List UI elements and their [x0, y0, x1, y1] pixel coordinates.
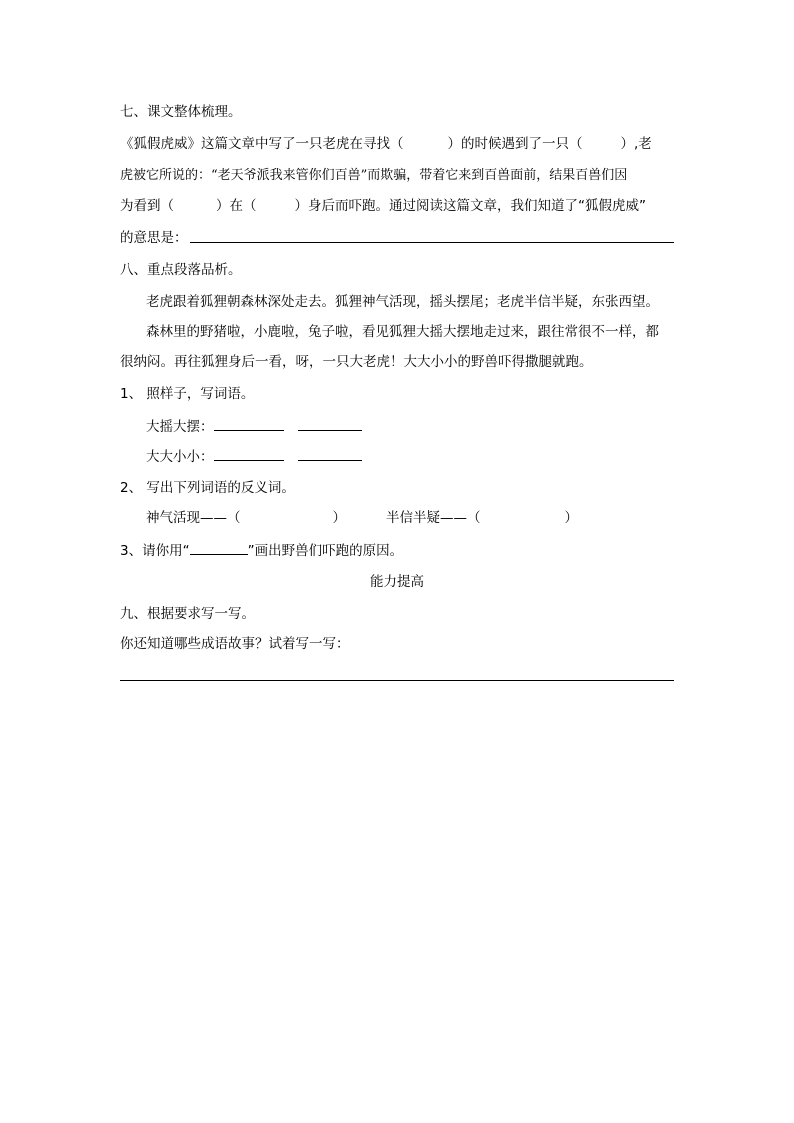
section8-para1: [146, 292, 659, 312]
section7-line4-text: 的意思是：: [120, 230, 188, 246]
question1-row2: [146, 446, 362, 466]
question2-item2-close: ）: [564, 510, 578, 526]
answer-line[interactable]: [190, 242, 674, 243]
section7-line3-text-c: ）身后而吓跑。通过阅读这篇文章，我们知道了“狐假虎威”: [294, 198, 646, 214]
question2: [120, 478, 295, 498]
section7-line3: [120, 196, 646, 216]
question1-row2-label: 大大小小：: [146, 449, 214, 465]
section7-line2-text: 虎被它所说的：“老天爷派我来管你们百兽”而欺骗，带着它来到百兽面前，结果百兽们因: [120, 168, 628, 183]
section7-line1-text-b: ）的时候遇到了一只（: [447, 136, 583, 152]
question1-text: 1、 照样子，写词语。: [120, 386, 255, 402]
section8-para2-text-b: 很纳闷。再往狐狸身后一看，呀，一只大老虎！大大小小的野兽吓得撒腿就跑。: [120, 354, 593, 370]
question1: [120, 384, 254, 404]
answer-line[interactable]: [298, 446, 362, 461]
section9-prompt: [120, 634, 350, 654]
section7-line1-text-a: 《狐假虎威》这篇文章中写了一只老虎在寻找（: [120, 136, 404, 152]
section9-heading: [120, 604, 255, 624]
section7-line1: [120, 134, 652, 154]
section7-heading: [120, 102, 242, 122]
question1-row1-label: 大摇大摆：: [146, 419, 214, 435]
section8-para1-text: 老虎跟着狐狸朝森林深处走去。狐狸神气活现，摇头摆尾；老虎半信半疑，东张西望。: [146, 294, 659, 310]
question2-items: [146, 508, 578, 528]
section9-prompt-text: 你还知道哪些成语故事？试着写一写：: [120, 636, 350, 652]
section7-line2: [120, 166, 627, 186]
section8-heading: [120, 260, 242, 280]
question1-row1: [146, 416, 362, 436]
section7-line3-text-a: 为看到（: [120, 198, 174, 214]
question2-text: 2、 写出下列词语的反义词。: [120, 480, 295, 496]
section7-line3-text-b: ）在（: [216, 198, 257, 214]
answer-line[interactable]: [298, 416, 362, 431]
question2-item1-label: 神气活现——（: [146, 510, 241, 526]
writing-line[interactable]: [120, 680, 674, 681]
question3: [120, 540, 403, 560]
section9-heading-text: 九、根据要求写一写。: [120, 606, 255, 622]
question2-item1-close: ）: [332, 510, 346, 526]
answer-line[interactable]: [214, 446, 284, 461]
section8-para2-line1: [146, 322, 659, 342]
section8-heading-text: 八、重点段落品析。: [120, 262, 242, 278]
section8-para2-line2: [120, 352, 593, 372]
question3-text-a: 3、请你用“: [120, 543, 190, 559]
question3-text-b: ”画出野兽们吓跑的原因。: [247, 543, 404, 559]
section7-heading-text: 七、课文整体梳理。: [120, 104, 242, 120]
section7-line4: [120, 228, 188, 248]
question2-item2-label: 半信半疑——（: [386, 510, 481, 526]
section8-para2-text-a: 森林里的野猪啦，小鹿啦，兔子啦，看见狐狸大摇大摆地走过来，跟往常很不一样，都: [146, 324, 659, 340]
ability-title: [0, 572, 794, 592]
underline-sample: [190, 540, 248, 555]
ability-title-text: 能力提高: [370, 574, 424, 590]
section7-line1-text-c: ）,老: [620, 136, 652, 152]
answer-line[interactable]: [214, 416, 284, 431]
